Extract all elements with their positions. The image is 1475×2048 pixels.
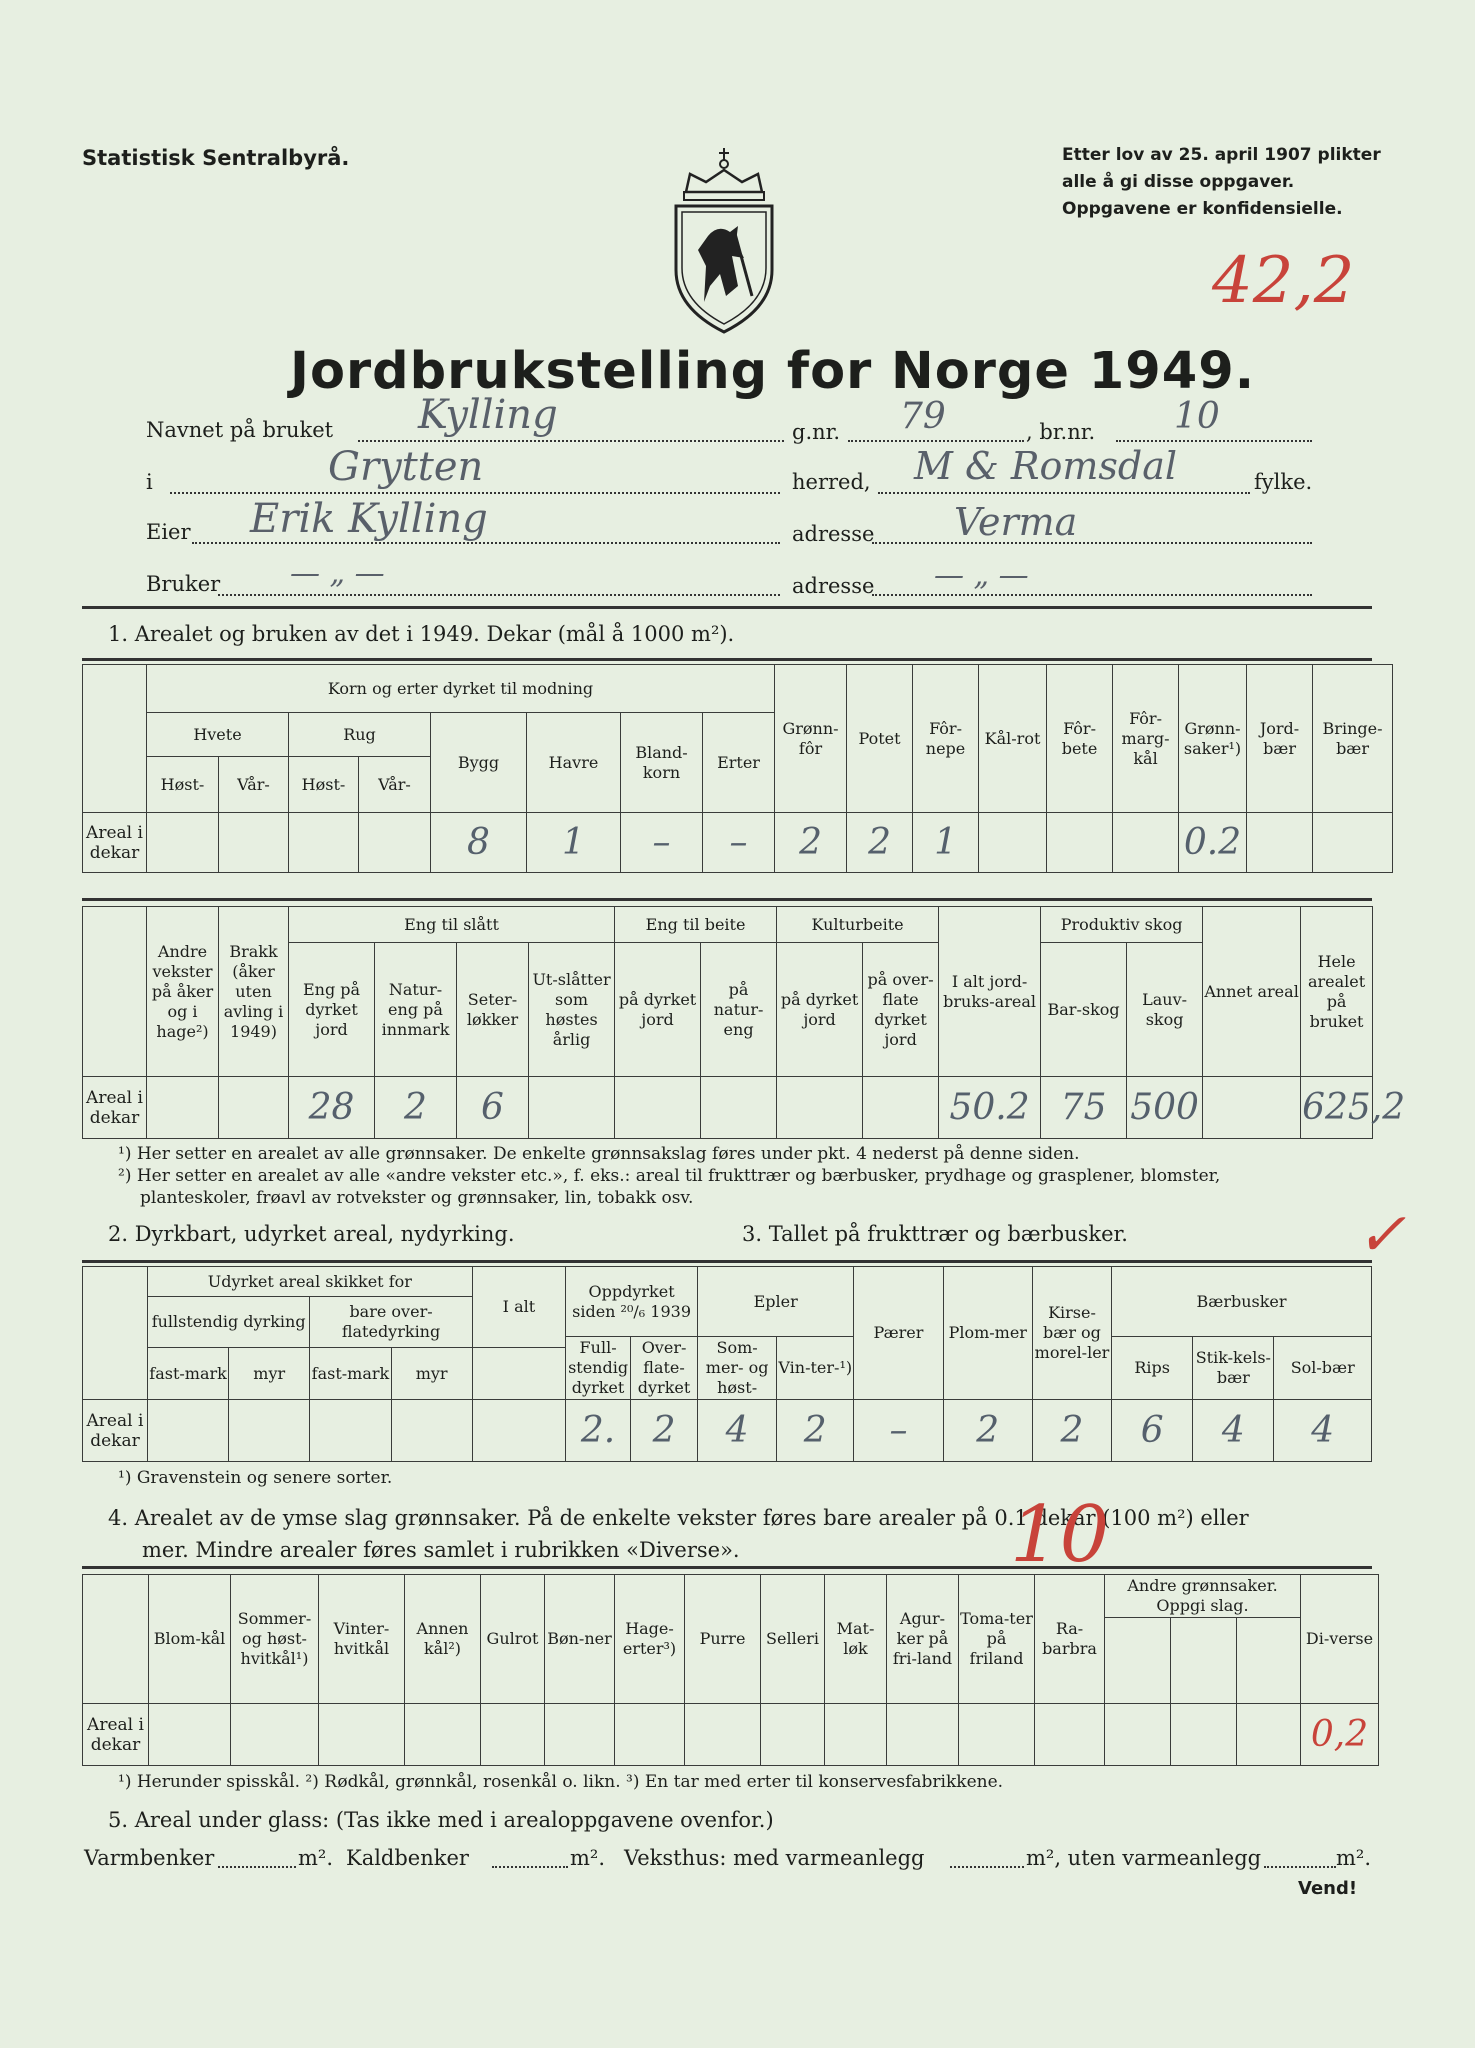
table-cell[interactable]: 75 <box>1041 1077 1127 1139</box>
table-cell[interactable]: 2 <box>943 1400 1032 1462</box>
table-cell[interactable] <box>1047 813 1113 873</box>
table-cell[interactable]: 2 <box>375 1077 457 1139</box>
table-cell[interactable] <box>1035 1704 1105 1766</box>
col-header: Bar-skog <box>1041 943 1127 1077</box>
i-label: i <box>146 470 153 494</box>
table-cell[interactable] <box>979 813 1047 873</box>
unit-m2: m². <box>298 1846 334 1870</box>
table-cell[interactable] <box>615 1704 685 1766</box>
table-cell[interactable] <box>615 1077 701 1139</box>
table-cell[interactable] <box>149 1704 231 1766</box>
table-cell[interactable]: 4 <box>1193 1400 1274 1462</box>
table-cell[interactable] <box>147 1400 228 1462</box>
legal-line: Etter lov av 25. april 1907 plikter <box>1062 145 1381 165</box>
full-header: fullstendig dyrking <box>147 1297 309 1348</box>
col-header: Ra-barbra <box>1035 1575 1105 1704</box>
eng-slatt-header: Eng til slått <box>289 907 615 943</box>
var-header: Vår- <box>359 757 431 813</box>
col-header: Fôr-marg-kål <box>1113 665 1179 813</box>
eier-value: Erik Kylling <box>250 496 488 542</box>
col-header: Purre <box>685 1575 761 1704</box>
col-header: Natur-eng på innmark <box>375 943 457 1077</box>
section1-heading: 1. Arealet og bruken av det i 1949. Dekar (mål å 1000 m²). <box>108 622 735 646</box>
col-header: Vinter-hvitkål <box>319 1575 405 1704</box>
herred-label: herred, <box>792 470 871 494</box>
fylke-label: fylke. <box>1254 470 1313 494</box>
col-header: Mat-løk <box>825 1575 887 1704</box>
adresse2-value: — „ — <box>934 558 1029 593</box>
table-cell[interactable] <box>545 1704 615 1766</box>
udyrket-header: Udyrket areal skikket for <box>147 1267 472 1297</box>
brakk-header: Brakk (åker uten avling i 1949) <box>219 907 289 1077</box>
col-header: på natur-eng <box>701 943 777 1077</box>
gnr-value: 79 <box>900 396 946 437</box>
col-header: Kål-rot <box>979 665 1047 813</box>
table-cell[interactable] <box>147 1077 219 1139</box>
adresse1-label: adresse <box>792 522 875 546</box>
table-cell[interactable] <box>310 1400 391 1462</box>
col-header: Grønn-fôr <box>775 665 847 813</box>
table-cell[interactable] <box>319 1704 405 1766</box>
table-cell[interactable]: 0.2 <box>1179 813 1247 873</box>
table-cell[interactable]: 2 <box>847 813 913 873</box>
table-cell[interactable]: 4 <box>698 1400 777 1462</box>
table-cell[interactable] <box>219 1077 289 1139</box>
col-header: Bland-korn <box>621 713 703 813</box>
unit-m2: m². <box>1336 1846 1372 1870</box>
veksthus-uten-label: m², uten varmeanlegg <box>1026 1846 1262 1870</box>
bare-header: bare over-flatedyrking <box>310 1297 472 1348</box>
section2-heading: 2. Dyrkbart, udyrket areal, nydyrking. <box>108 1222 515 1246</box>
col-header: Annen kål²) <box>405 1575 481 1704</box>
col-header: Fôr-nepe <box>913 665 979 813</box>
col-header: Bringe-bær <box>1313 665 1393 813</box>
table-cell[interactable] <box>959 1704 1035 1766</box>
page-mark: 42,2 <box>1212 244 1355 318</box>
i-alt-header: I alt <box>472 1267 565 1348</box>
fullst-header: Full-stendig dyrket <box>566 1337 631 1400</box>
table-cell[interactable]: 1 <box>527 813 621 873</box>
annet-header: Annet areal <box>1203 907 1301 1077</box>
bruker-label: Bruker <box>146 572 221 596</box>
table-cell[interactable] <box>863 1077 939 1139</box>
table-cell[interactable]: 2 <box>777 1400 854 1462</box>
eier-label: Eier <box>146 520 191 544</box>
epler-header: Epler <box>698 1267 854 1337</box>
table-cell[interactable] <box>1313 813 1393 873</box>
table-cell[interactable]: 2 <box>631 1400 698 1462</box>
korn-group-header: Korn og erter dyrket til modning <box>147 665 775 713</box>
table-cell[interactable] <box>777 1077 863 1139</box>
vinter-header: Vin-ter-¹) <box>777 1337 854 1400</box>
myr-header: myr <box>229 1348 310 1400</box>
fastmark-header: fast-mark <box>310 1348 391 1400</box>
i-value: Grytten <box>328 444 484 490</box>
table-cell[interactable]: 2 <box>775 813 847 873</box>
table-cell[interactable]: 0,2 <box>1301 1704 1379 1766</box>
table-cell[interactable] <box>359 813 431 873</box>
col-header: Potet <box>847 665 913 813</box>
table-cell[interactable] <box>231 1704 319 1766</box>
navnet-label: Navnet på bruket <box>146 418 334 442</box>
var-header: Vår- <box>219 757 289 813</box>
col-header: Selleri <box>761 1575 825 1704</box>
table-cell[interactable] <box>1237 1704 1301 1766</box>
col-header: Lauv-skog <box>1127 943 1203 1077</box>
brnr-label: , br.nr. <box>1026 420 1096 444</box>
produktiv-header: Produktiv skog <box>1041 907 1203 943</box>
adresse1-value: Verma <box>954 500 1078 544</box>
coat-of-arms-icon <box>668 146 780 336</box>
col-header: Grønn-saker¹) <box>1179 665 1247 813</box>
hvete-header: Hvete <box>147 713 289 757</box>
table-cell[interactable]: – <box>621 813 703 873</box>
col-header: Jord-bær <box>1247 665 1313 813</box>
baerbusker-header: Bærbusker <box>1112 1267 1372 1337</box>
bureau-name: Statistisk Sentralbyrå. <box>82 146 350 170</box>
col-header: på dyrket jord <box>615 943 701 1077</box>
overfl-header: Over-flate-dyrket <box>631 1337 698 1400</box>
table-cell[interactable] <box>887 1704 959 1766</box>
col-header: på over-flate dyrket jord <box>863 943 939 1077</box>
table-cell[interactable]: 28 <box>289 1077 375 1139</box>
bruker-value: — „ — <box>290 556 385 591</box>
herred-value: M & Romsdal <box>914 444 1178 488</box>
table-cell[interactable]: 500 <box>1127 1077 1203 1139</box>
table-cell[interactable]: 4 <box>1274 1400 1372 1462</box>
page-title: Jordbrukstelling for Norge 1949. <box>290 342 1256 401</box>
paerer-header: Pærer <box>854 1267 943 1400</box>
table-cell[interactable] <box>1203 1077 1301 1139</box>
diverse-header: Di-verse <box>1301 1575 1379 1704</box>
row-label: Areal i dekar <box>83 1077 147 1139</box>
table-cell[interactable]: – <box>854 1400 943 1462</box>
footnote: ¹) Her setter en arealet av alle grønnsaker. De enkelte grønnsakslag føres under pkt. 4 nederst på denne siden. <box>118 1144 1080 1164</box>
col-header: Ut-slåtter som høstes årlig <box>529 943 615 1077</box>
table-cell[interactable] <box>1171 1704 1237 1766</box>
table-cell[interactable]: – <box>703 813 775 873</box>
sommer-header: Som-mer- og høst- <box>698 1337 777 1400</box>
table-cell[interactable] <box>1105 1704 1171 1766</box>
col-header: Toma-ter på friland <box>959 1575 1035 1704</box>
table-cell[interactable] <box>472 1400 565 1462</box>
col-header: Sommer- og høst-hvitkål¹) <box>231 1575 319 1704</box>
table-cell[interactable] <box>761 1704 825 1766</box>
col-header: Havre <box>527 713 621 813</box>
oppdyrket-header: Oppdyrket siden ²⁰/₆ 1939 <box>566 1267 698 1337</box>
table-cell[interactable]: 6 <box>1112 1400 1193 1462</box>
heading-line: mer. Mindre arealer føres samlet i rubrikken «Diverse». <box>142 1538 740 1562</box>
footnote: ²) Her setter en arealet av alle «andre vekster etc.», f. eks.: areal til frukttrær og bærbusker, prydhage og grasplener, blomster, <box>118 1166 1221 1186</box>
table-cell[interactable]: 6 <box>457 1077 529 1139</box>
table-cell[interactable] <box>405 1704 481 1766</box>
table-dyrkbart <box>82 1266 1372 1462</box>
solbaer-header: Sol-bær <box>1274 1337 1372 1400</box>
row-label: Areal i dekar <box>83 1704 149 1766</box>
vend-note: Vend! <box>1298 1878 1358 1899</box>
col-header: Hage-erter³) <box>615 1575 685 1704</box>
table-cell[interactable] <box>147 813 219 873</box>
table-cell[interactable]: 625,2 <box>1301 1077 1373 1139</box>
varmbenker-label: Varmbenker <box>84 1846 215 1870</box>
table-cell[interactable] <box>219 813 289 873</box>
col-header: Eng på dyrket jord <box>289 943 375 1077</box>
col-header: Bygg <box>431 713 527 813</box>
table-cell[interactable]: 50.2 <box>939 1077 1041 1139</box>
table-cell[interactable] <box>481 1704 545 1766</box>
host-header: Høst- <box>147 757 219 813</box>
red-mark: 10 <box>1010 1490 1110 1580</box>
table-cell[interactable]: 2. <box>566 1400 631 1462</box>
col-header: Agur-ker på fri-land <box>887 1575 959 1704</box>
col-header: Erter <box>703 713 775 813</box>
andre-header: Andre vekster på åker og i hage²) <box>147 907 219 1077</box>
footnote: ¹) Herunder spisskål. ²) Rødkål, grønnkål, rosenkål o. likn. ³) En tar med erter til konservesfabrikkene. <box>118 1772 1004 1792</box>
table-cell[interactable] <box>701 1077 777 1139</box>
myr-header: myr <box>391 1348 472 1400</box>
col-header: Fôr-bete <box>1047 665 1113 813</box>
host-header: Høst- <box>289 757 359 813</box>
legal-line: alle å gi disse oppgaver. <box>1062 172 1295 192</box>
table-arealet <box>82 664 1393 873</box>
table-arealet-2 <box>82 906 1406 1139</box>
row-label: Areal i dekar <box>83 1400 148 1462</box>
footnote: ¹) Gravenstein og senere sorter. <box>118 1468 393 1488</box>
brnr-value: 10 <box>1174 396 1220 437</box>
andre-gronnsaker-header: Andre grønnsaker. Oppgi slag. <box>1105 1575 1301 1618</box>
kirsebaer-header: Kirse-bær og morel-ler <box>1032 1267 1111 1400</box>
footnote: planteskoler, frøavl av rotvekster og grønnsaker, lin, tobakk osv. <box>140 1188 694 1208</box>
table-cell[interactable] <box>289 813 359 873</box>
rips-header: Rips <box>1112 1337 1193 1400</box>
legal-line: Oppgavene er konfidensielle. <box>1062 199 1343 219</box>
fastmark-header: fast-mark <box>147 1348 228 1400</box>
table-cell[interactable] <box>529 1077 615 1139</box>
table-gronnsaker <box>82 1574 1379 1766</box>
section5-heading: 5. Areal under glass: (Tas ikke med i arealoppgavene ovenfor.) <box>108 1808 774 1832</box>
rug-header: Rug <box>289 713 431 757</box>
row-label: Areal i dekar <box>83 813 147 873</box>
check-mark: ✓ <box>1356 1200 1407 1270</box>
col-header: Bøn-ner <box>545 1575 615 1704</box>
stikkelsbaer-header: Stik-kels-bær <box>1193 1337 1274 1400</box>
table-cell[interactable]: 8 <box>431 813 527 873</box>
table-cell[interactable] <box>1113 813 1179 873</box>
plommer-header: Plom-mer <box>943 1267 1032 1400</box>
table-cell[interactable] <box>1247 813 1313 873</box>
navnet-value: Kylling <box>418 392 558 438</box>
hele-header: Hele arealet på bruket <box>1301 907 1373 1077</box>
heading-line: 4. Arealet av de ymse slag grønnsaker. På de enkelte vekster føres bare arealer på 0.1 dekar (100 m²) eller <box>108 1506 1249 1530</box>
table-cell[interactable] <box>229 1400 310 1462</box>
col-header: Gulrot <box>481 1575 545 1704</box>
unit-m2: m². <box>570 1846 606 1870</box>
table-cell[interactable] <box>391 1400 472 1462</box>
gnr-label: g.nr. <box>792 420 841 444</box>
kaldbenker-label: Kaldbenker <box>346 1846 469 1870</box>
eng-beite-header: Eng til beite <box>615 907 777 943</box>
i-alt-header: I alt jord-bruks-areal <box>939 907 1041 1077</box>
table-cell[interactable]: 1 <box>913 813 979 873</box>
kulturbeite-header: Kulturbeite <box>777 907 939 943</box>
adresse2-label: adresse <box>792 574 875 598</box>
col-header: Seter-løkker <box>457 943 529 1077</box>
table-cell[interactable] <box>825 1704 887 1766</box>
table-cell[interactable]: 2 <box>1032 1400 1111 1462</box>
col-header: Blom-kål <box>149 1575 231 1704</box>
section3-heading: 3. Tallet på frukttrær og bærbusker. <box>742 1222 1128 1246</box>
veksthus-label: Veksthus: med varmeanlegg <box>624 1846 925 1870</box>
col-header: på dyrket jord <box>777 943 863 1077</box>
legal-notice <box>1062 142 1381 223</box>
table-cell[interactable] <box>685 1704 761 1766</box>
